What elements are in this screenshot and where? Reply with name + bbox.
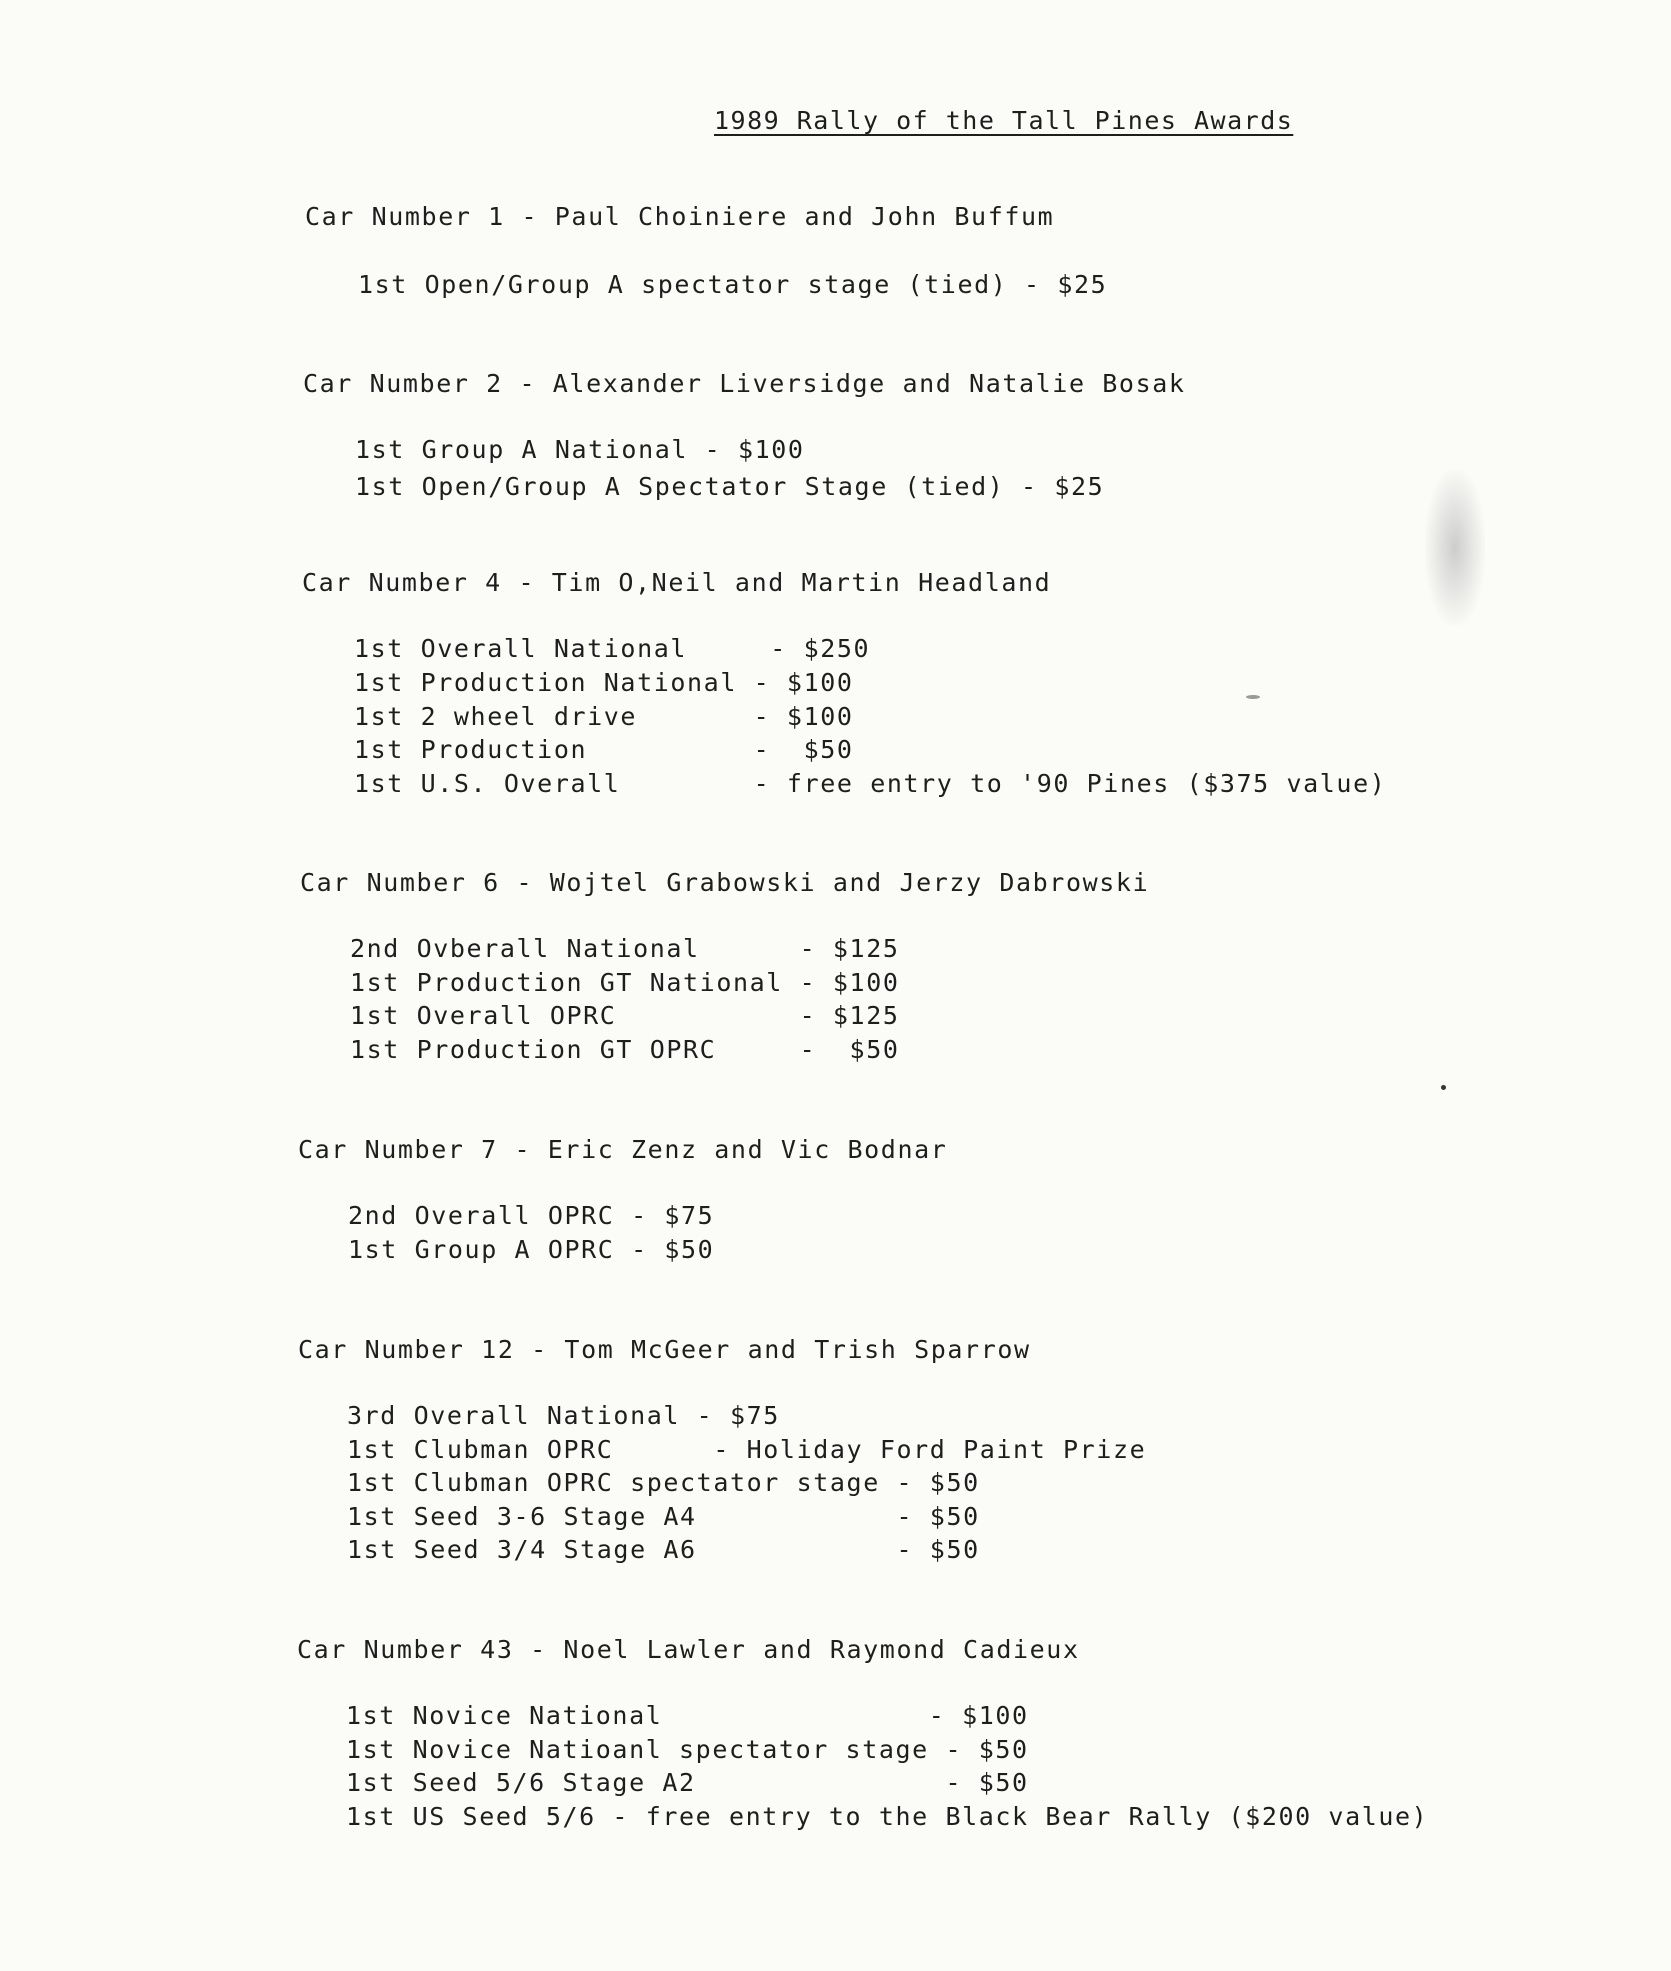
car-12-award-3: 1st Clubman OPRC spectator stage - $50: [347, 1468, 980, 1497]
car-12-award-5: 1st Seed 3/4 Stage A6 - $50: [347, 1535, 980, 1564]
car-4-award-3: 1st 2 wheel drive - $100: [354, 702, 854, 731]
car-1-award-1: 1st Open/Group A spectator stage (tied) - $25: [358, 270, 1108, 299]
car-12-award-4: 1st Seed 3-6 Stage A4 - $50: [347, 1502, 980, 1531]
car-12-header: Car Number 12 - Tom McGeer and Trish Sparrow: [298, 1335, 1031, 1364]
car-4-award-2: 1st Production National - $100: [354, 668, 854, 697]
car-7-award-1: 2nd Overall OPRC - $75: [348, 1201, 715, 1230]
car-6-award-1: 2nd Ovberall National - $125: [350, 934, 900, 963]
car-43-award-4: 1st US Seed 5/6 - free entry to the Black Bear Rally ($200 value): [346, 1802, 1429, 1831]
car-43-award-3: 1st Seed 5/6 Stage A2 - $50: [346, 1768, 1029, 1797]
car-6-header: Car Number 6 - Wojtel Grabowski and Jerzy Dabrowski: [300, 868, 1150, 897]
scan-smudge: [1425, 470, 1485, 625]
car-43-award-1: 1st Novice National - $100: [346, 1701, 1029, 1730]
document-title: 1989 Rally of the Tall Pines Awards: [714, 106, 1294, 135]
car-6-award-2: 1st Production GT National - $100: [350, 968, 900, 997]
car-7-award-2: 1st Group A OPRC - $50: [348, 1235, 715, 1264]
car-12-award-1: 3rd Overall National - $75: [347, 1401, 780, 1430]
car-43-award-2: 1st Novice Natioanl spectator stage - $50: [346, 1735, 1029, 1764]
car-4-award-4: 1st Production - $50: [354, 735, 854, 764]
car-6-award-3: 1st Overall OPRC - $125: [350, 1001, 900, 1030]
car-2-award-1: 1st Group A National - $100: [355, 435, 805, 464]
car-12-award-2: 1st Clubman OPRC - Holiday Ford Paint Prize: [347, 1435, 1147, 1464]
car-4-award-5: 1st U.S. Overall - free entry to '90 Pines ($375 value): [354, 769, 1387, 798]
car-43-header: Car Number 43 - Noel Lawler and Raymond Cadieux: [297, 1635, 1080, 1664]
car-1-header: Car Number 1 - Paul Choiniere and John Buffum: [305, 202, 1055, 231]
scan-speck: [1441, 1085, 1446, 1090]
car-2-award-2: 1st Open/Group A Spectator Stage (tied) - $25: [355, 472, 1105, 501]
scan-speck: [1246, 695, 1260, 699]
car-4-header: Car Number 4 - Tim O,Neil and Martin Headland: [302, 568, 1052, 597]
car-2-header: Car Number 2 - Alexander Liversidge and Natalie Bosak: [303, 369, 1186, 398]
car-6-award-4: 1st Production GT OPRC - $50: [350, 1035, 900, 1064]
car-7-header: Car Number 7 - Eric Zenz and Vic Bodnar: [298, 1135, 948, 1164]
car-4-award-1: 1st Overall National - $250: [354, 634, 871, 663]
